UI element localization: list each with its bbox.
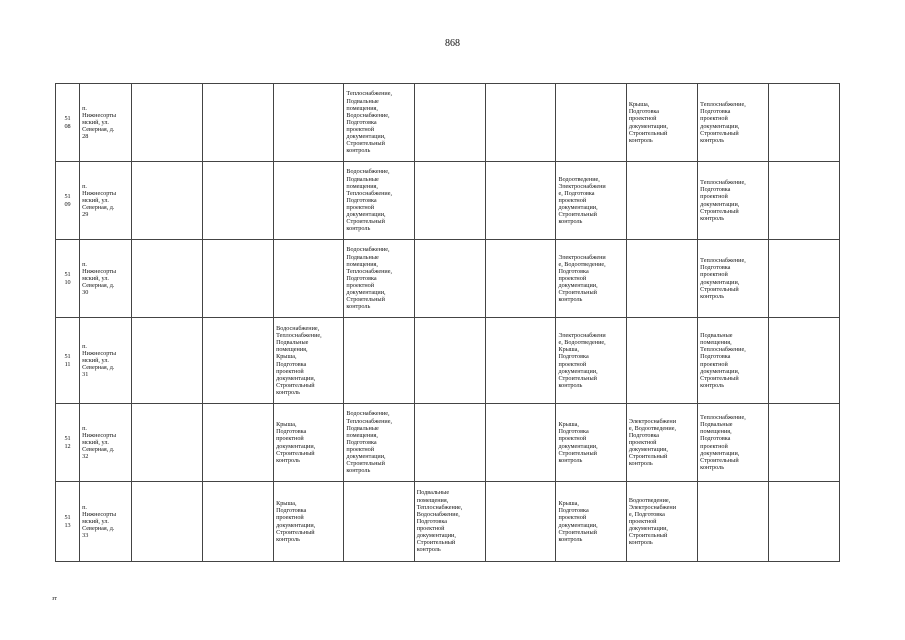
work-cell: Подвальные помещения, Теплоснабжение, Подготовка проектной документации, Строительный контроль xyxy=(698,318,768,404)
work-cell xyxy=(698,482,768,562)
work-cell xyxy=(486,318,556,404)
work-cell: Электроснабжени е, Водоотведение, Подготовка проектной документации, Строительный контроль xyxy=(626,404,697,482)
work-cell xyxy=(414,318,485,404)
work-cell: Водоснабжение, Подвальные помещения, Теплоснабжение, Подготовка проектной документации, Строительный контроль xyxy=(344,240,414,318)
footer-mark: зт xyxy=(52,596,57,602)
work-cell xyxy=(202,404,273,482)
table-row xyxy=(56,162,840,240)
address-cell: п. Нижнесорты мский, ул. Северная, д. 28 xyxy=(80,84,132,162)
work-cell xyxy=(274,240,344,318)
work-cell xyxy=(768,84,839,162)
work-cell: Крыша, Подготовка проектной документации, Строительный контроль xyxy=(626,84,697,162)
address-cell: п. Нижнесорты мский, ул. Северная, д. 29 xyxy=(80,162,132,240)
table-row xyxy=(56,240,840,318)
work-cell xyxy=(626,240,697,318)
work-cell: Теплоснабжение, Подготовка проектной документации, Строительный контроль xyxy=(698,84,768,162)
address-cell: п. Нижнесорты мский, ул. Северная, д. 32 xyxy=(80,404,132,482)
table-row xyxy=(56,404,840,482)
work-cell xyxy=(274,162,344,240)
work-cell xyxy=(414,404,485,482)
table-row xyxy=(56,482,840,562)
work-cell: Водоснабжение, Теплоснабжение, Подвальные помещения, Подготовка проектной документации, Строительный контроль xyxy=(344,404,414,482)
work-cell: Теплоснабжение, Подвальные помещения, Подготовка проектной документации, Строительный контроль xyxy=(698,404,768,482)
work-cell: Водоснабжение, Теплоснабжение, Подвальные помещения, Крыша, Подготовка проектной документации, Строительный контроль xyxy=(274,318,344,404)
work-cell xyxy=(132,318,202,404)
work-cell: Крыша, Подготовка проектной документации, Строительный контроль xyxy=(556,404,626,482)
work-cell xyxy=(768,318,839,404)
row-number-cell: 51 11 xyxy=(56,318,80,404)
row-number-cell: 51 10 xyxy=(56,240,80,318)
work-cell xyxy=(486,162,556,240)
work-cell xyxy=(768,482,839,562)
work-cell xyxy=(344,318,414,404)
work-cell xyxy=(768,404,839,482)
work-cell: Водоотведение, Электроснабжени е, Подготовка проектной документации, Строительный контроль xyxy=(626,482,697,562)
work-cell xyxy=(768,240,839,318)
address-cell: п. Нижнесорты мский, ул. Северная, д. 33 xyxy=(80,482,132,562)
work-cell: Электроснабжени е, Водоотведение, Крыша, Подготовка проектной документации, Строительный контроль xyxy=(556,318,626,404)
work-cell xyxy=(132,482,202,562)
address-cell: п. Нижнесорты мский, ул. Северная, д. 30 xyxy=(80,240,132,318)
works-table xyxy=(55,83,840,562)
table-row xyxy=(56,84,840,162)
work-cell xyxy=(626,162,697,240)
row-number-cell: 51 08 xyxy=(56,84,80,162)
work-cell xyxy=(132,162,202,240)
table-row xyxy=(56,318,840,404)
row-number-cell: 51 12 xyxy=(56,404,80,482)
work-cell xyxy=(202,162,273,240)
work-cell: Электроснабжени е, Водоотведение, Подготовка проектной документации, Строительный контроль xyxy=(556,240,626,318)
work-cell: Водоснабжение, Подвальные помещения, Теплоснабжение, Подготовка проектной документации, Строительный контроль xyxy=(344,162,414,240)
row-number-cell: 51 09 xyxy=(56,162,80,240)
work-cell xyxy=(202,318,273,404)
work-cell: Водоотведение, Электроснабжени е, Подготовка проектной документации, Строительный контроль xyxy=(556,162,626,240)
work-cell: Теплоснабжение, Подготовка проектной документации, Строительный контроль xyxy=(698,162,768,240)
work-cell xyxy=(414,162,485,240)
work-cell xyxy=(414,84,485,162)
work-cell xyxy=(414,240,485,318)
work-cell xyxy=(556,84,626,162)
work-cell: Подвальные помещения, Теплоснабжение, Водоснабжение, Подготовка проектной документации, Строительный контроль xyxy=(414,482,485,562)
page-number: 868 xyxy=(445,38,460,49)
work-cell: Теплоснабжение, Подготовка проектной документации, Строительный контроль xyxy=(698,240,768,318)
work-cell xyxy=(132,84,202,162)
work-cell xyxy=(132,404,202,482)
work-cell xyxy=(486,482,556,562)
work-cell xyxy=(486,404,556,482)
work-cell xyxy=(768,162,839,240)
work-cell xyxy=(626,318,697,404)
work-cell xyxy=(132,240,202,318)
work-cell xyxy=(274,84,344,162)
work-cell xyxy=(486,240,556,318)
address-cell: п. Нижнесорты мский, ул. Северная, д. 31 xyxy=(80,318,132,404)
work-cell xyxy=(486,84,556,162)
work-cell xyxy=(202,240,273,318)
row-number-cell: 51 13 xyxy=(56,482,80,562)
work-cell xyxy=(344,482,414,562)
work-cell: Крыша, Подготовка проектной документации, Строительный контроль xyxy=(556,482,626,562)
work-cell: Крыша, Подготовка проектной документации, Строительный контроль xyxy=(274,482,344,562)
work-cell xyxy=(202,84,273,162)
work-cell xyxy=(202,482,273,562)
work-cell: Крыша, Подготовка проектной документации, Строительный контроль xyxy=(274,404,344,482)
work-cell: Теплоснабжение, Подвальные помещения, Водоснабжение, Подготовка проектной документации, Строительный контроль xyxy=(344,84,414,162)
